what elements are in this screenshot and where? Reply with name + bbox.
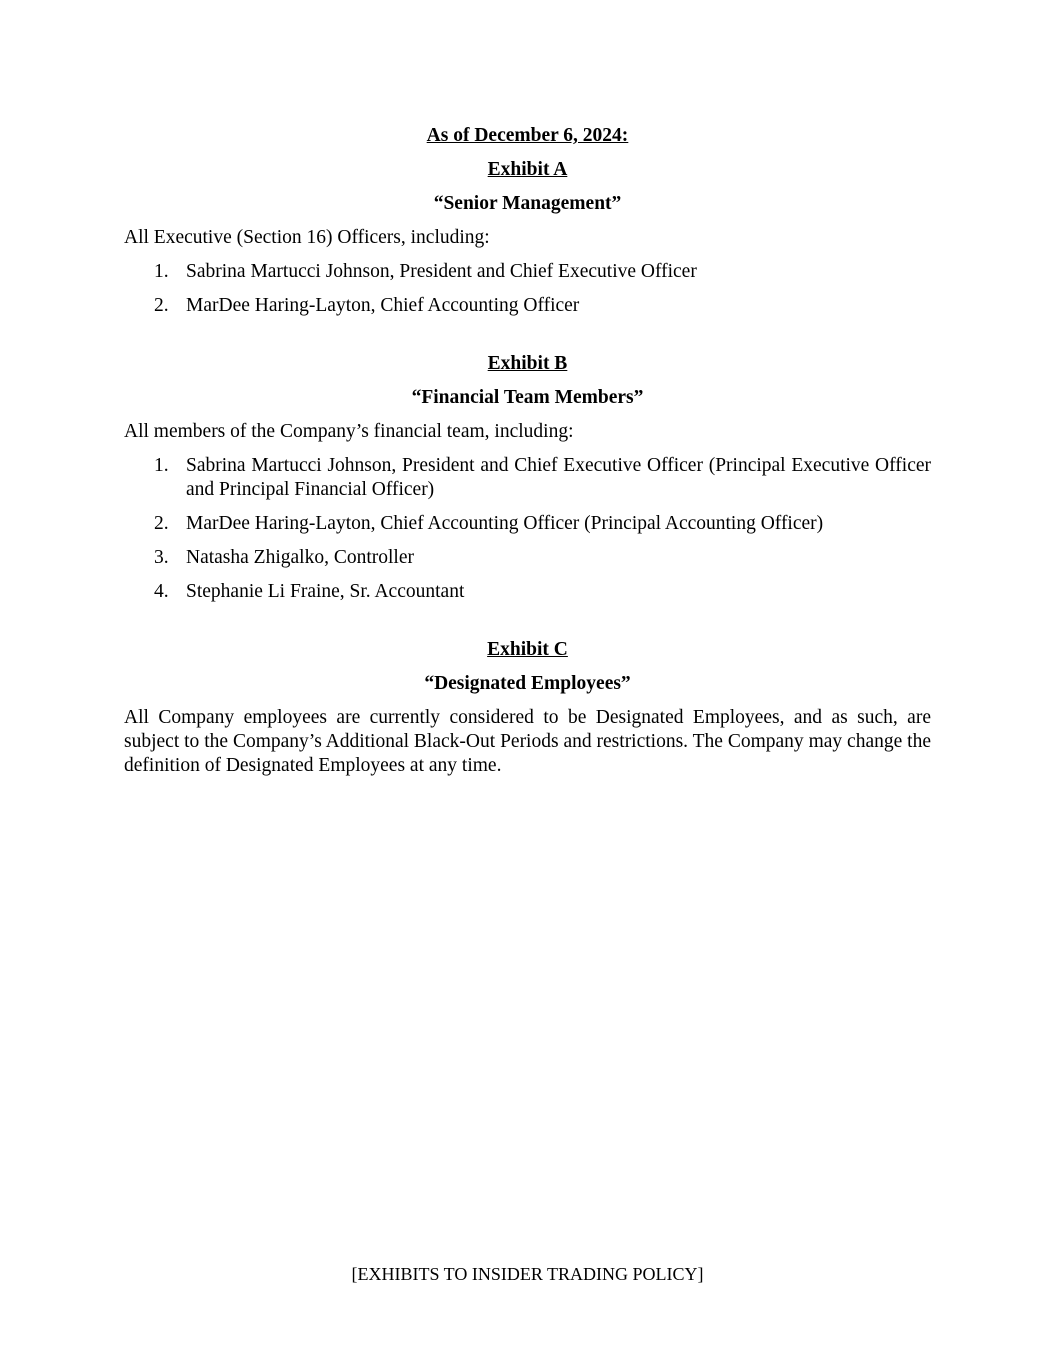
exhibit-a-section <box>124 158 931 318</box>
list-item-number: 3. <box>154 547 169 568</box>
exhibit-a-title: Exhibit A <box>487 159 568 180</box>
exhibit-c-subtitle: “Designated Employees” <box>424 673 631 694</box>
list-item-number: 4. <box>154 581 169 602</box>
exhibit-b-subtitle: “Financial Team Members” <box>411 387 644 408</box>
list-item-text: MarDee Haring-Layton, Chief Accounting Officer <box>186 295 580 316</box>
exhibit-b-list <box>124 454 931 604</box>
list-item <box>124 294 931 318</box>
list-item <box>124 580 931 604</box>
list-item-number: 1. <box>154 261 169 282</box>
exhibit-b-section <box>124 352 931 604</box>
list-item-text: Sabrina Martucci Johnson, President and Chief Executive Officer (Principal Executive Officer and Principal Financial Officer) <box>186 455 931 500</box>
list-item-text: Sabrina Martucci Johnson, President and Chief Executive Officer <box>186 261 697 282</box>
list-item-text: Stephanie Li Fraine, Sr. Accountant <box>186 581 465 602</box>
list-item <box>124 454 931 502</box>
section-spacer <box>124 614 931 638</box>
page-footer: [EXHIBITS TO INSIDER TRADING POLICY] <box>351 1264 704 1284</box>
list-item-text: MarDee Haring-Layton, Chief Accounting Officer (Principal Accounting Officer) <box>186 513 824 534</box>
section-spacer <box>124 328 931 352</box>
list-item-text: Natasha Zhigalko, Controller <box>186 547 414 568</box>
exhibit-b-intro: All members of the Company’s financial team, including: <box>124 421 574 442</box>
exhibit-c-section <box>124 638 931 778</box>
exhibit-c-body: All Company employees are currently considered to be Designated Employees, and as such, are subject to the Company’s Additional Black-Out Periods and restrictions. The Company may change the definition of Designated Employees at any time. <box>124 707 931 776</box>
exhibit-a-subtitle: “Senior Management” <box>433 193 622 214</box>
list-item-number: 1. <box>154 455 169 476</box>
list-item-number: 2. <box>154 513 169 534</box>
as-of-date-heading: As of December 6, 2024: <box>426 125 629 146</box>
exhibit-a-list <box>124 260 931 318</box>
exhibit-c-title: Exhibit C <box>487 639 568 660</box>
list-item-number: 2. <box>154 295 169 316</box>
list-item <box>124 546 931 570</box>
exhibit-a-intro: All Executive (Section 16) Officers, including: <box>124 227 490 248</box>
exhibit-b-title: Exhibit B <box>487 353 568 374</box>
list-item <box>124 512 931 536</box>
document-page <box>124 124 931 788</box>
list-item <box>124 260 931 284</box>
